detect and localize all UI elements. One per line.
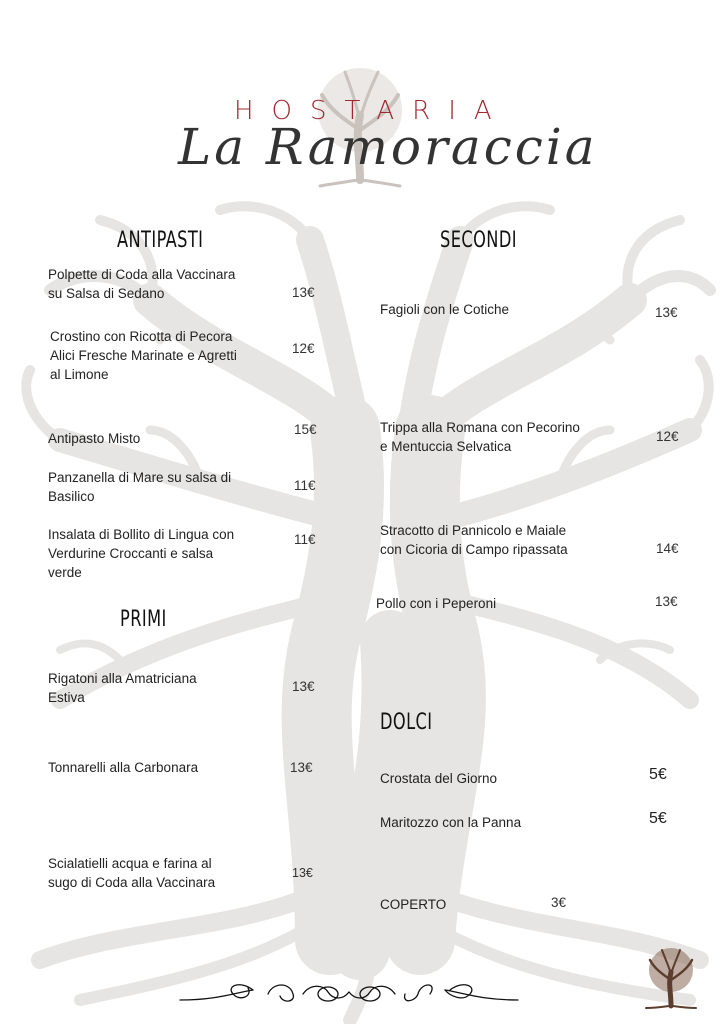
item-line: Verdurine Croccanti e salsa: [48, 546, 214, 561]
menu-item: [380, 769, 620, 788]
menu-item: [48, 265, 278, 303]
item-line: sugo di Coda alla Vaccinara: [48, 875, 216, 890]
menu-item: [50, 327, 280, 384]
item-price: 14€: [656, 541, 679, 556]
item-line: Trippa alla Romana con Pecorino: [380, 420, 580, 435]
menu-item: [48, 854, 278, 892]
menu-item: [48, 429, 278, 448]
item-price: 11€: [294, 532, 316, 547]
menu-item: [48, 758, 278, 777]
item-line: Polpette di Coda alla Vaccinara: [48, 267, 236, 282]
item-line: e Mentuccia Selvatica: [380, 439, 512, 454]
section-title-dolci: DOLCI: [380, 710, 433, 735]
item-line: Fagioli con le Cotiche: [380, 302, 510, 317]
item-price: 13€: [655, 305, 678, 320]
menu-item: [48, 468, 278, 506]
item-price: 13€: [290, 760, 313, 775]
item-line: Estiva: [48, 690, 85, 705]
menu-item: [380, 300, 620, 319]
item-line: Antipasto Misto: [48, 431, 141, 446]
item-line: Tonnarelli alla Carbonara: [48, 760, 199, 775]
tree-logo-icon: [640, 944, 702, 1010]
item-line: verde: [48, 565, 82, 580]
item-price: 12€: [292, 341, 315, 356]
section-title-primi: PRIMI: [120, 607, 167, 632]
item-price: 5€: [649, 810, 667, 827]
menu-item: [48, 525, 278, 582]
item-line: Insalata di Bollito di Lingua con: [48, 527, 235, 542]
item-price: 5€: [649, 766, 667, 783]
item-price: 12€: [656, 429, 679, 444]
item-price: 13€: [655, 594, 678, 609]
menu-item: [380, 418, 640, 456]
section-title-secondi: SECONDI: [440, 228, 517, 253]
item-line: Panzanella di Mare su salsa di: [48, 470, 232, 485]
item-line: Rigatoni alla Amatriciana: [48, 671, 197, 686]
item-line: Scialatielli acqua e farina al: [48, 856, 212, 871]
item-line: Crostata del Giorno: [380, 771, 498, 786]
menu-item: [380, 521, 640, 559]
coperto-price: 3€: [551, 895, 567, 910]
menu-item: [48, 669, 278, 707]
item-line: Crostino con Ricotta di Pecora: [50, 329, 233, 344]
coperto-label: COPERTO: [380, 897, 447, 912]
item-line: Basilico: [48, 489, 95, 504]
item-price: 15€: [294, 422, 317, 437]
item-line: su Salsa di Sedano: [48, 286, 165, 301]
item-line: Stracotto di Pannicolo e Maiale: [380, 523, 567, 538]
menu-item: [376, 594, 616, 613]
item-price: 13€: [292, 285, 315, 300]
brand-hostaria: HOSTARIA: [234, 96, 510, 126]
decorative-flourish: [178, 972, 520, 1008]
item-line: al Limone: [50, 367, 109, 382]
item-line: con Cicoria di Campo ripassata: [380, 542, 568, 557]
menu-item: [380, 813, 620, 832]
item-price: 13€: [292, 866, 313, 880]
section-title-antipasti: ANTIPASTI: [117, 228, 204, 253]
brand-script-name: La Ramoraccia: [178, 118, 598, 176]
item-line: Pollo con i Peperoni: [376, 596, 497, 611]
item-line: Alici Fresche Marinate e Agretti: [50, 348, 237, 363]
item-price: 11€: [294, 478, 316, 493]
item-line: Maritozzo con la Panna: [380, 815, 522, 830]
item-price: 13€: [292, 679, 315, 694]
